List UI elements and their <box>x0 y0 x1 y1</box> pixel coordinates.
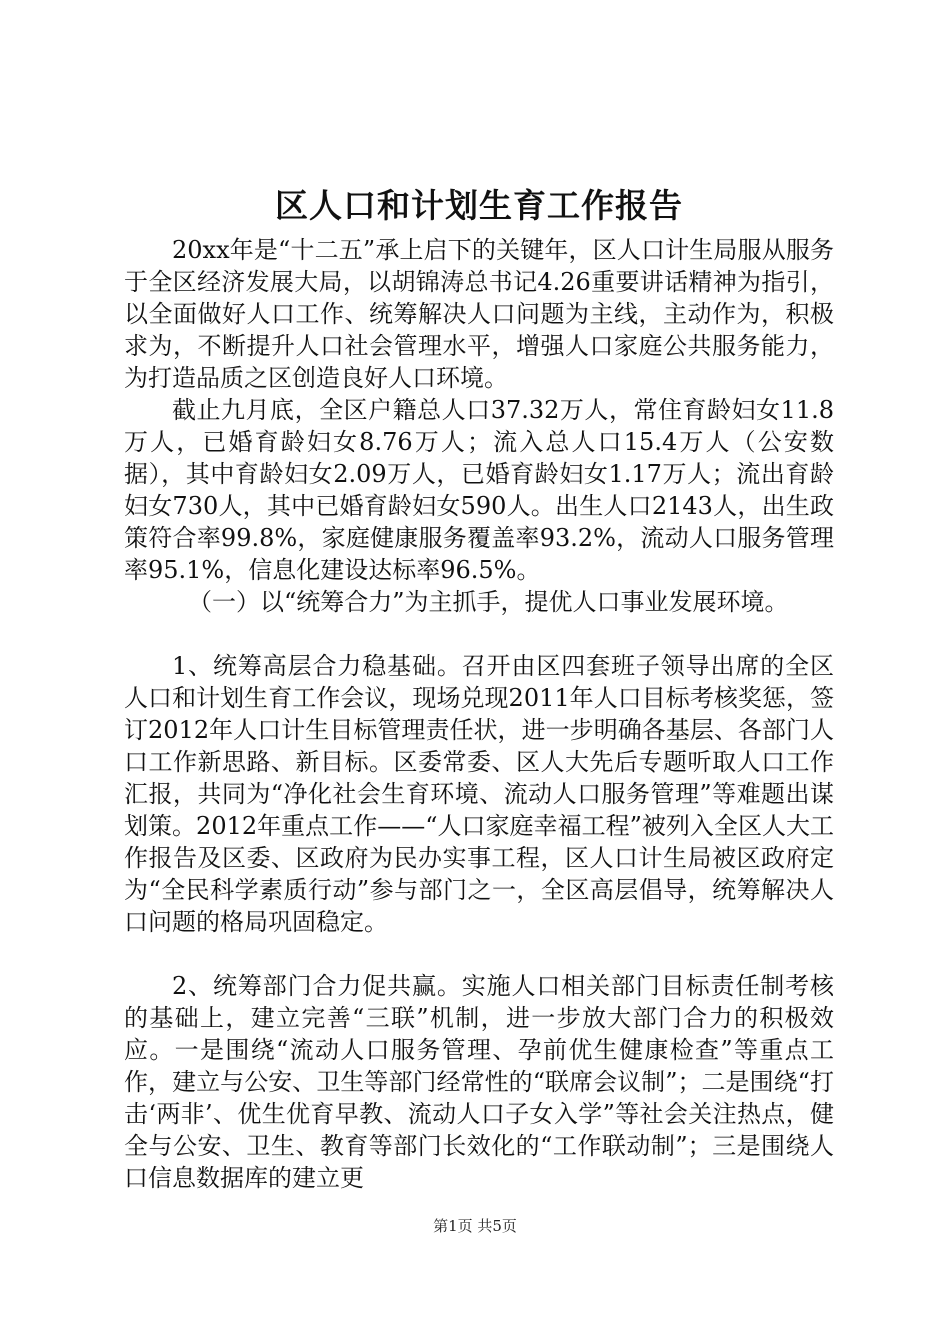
document-page <box>124 180 834 1194</box>
page-number: 第1页 共5页 <box>433 1217 517 1235</box>
paragraph-spacer <box>124 618 834 650</box>
paragraph-item-2: 2、统筹部门合力促共赢。实施人口相关部门目标责任制考核的基础上，建立完善“三联”机制，进一步放大部门合力的积极效应。一是围绕“流动人口服务管理、孕前优生健康检查”等重点工作，建立与公安、卫生等部门经常性的“联席会议制”；二是围绕“打击‘两非’、优生优育早教、流动人口子女入学”等社会关注热点，健全与公安、卫生、教育等部门长效化的“工作联动制”；三是围绕人口信息数据库的建立更 <box>124 972 834 1192</box>
paragraph-item-1: 1、统筹高层合力稳基础。召开由区四套班子领导出席的全区人口和计划生育工作会议，现场兑现2011年人口目标考核奖惩，签订2012年人口计生目标管理责任状，进一步明确各基层、各部门人口工作新思路、新目标。区委常委、区人大先后专题听取人口工作汇报，共同为“净化社会生育环境、流动人口服务管理”等难题出谋划策。2012年重点工作——“人口家庭幸福工程”被列入全区人大工作报告及区委、区政府为民办实事工程，区人口计生局被区政府定为“全民科学素质行动”参与部门之一，全区高层倡导，统筹解决人口问题的格局巩固稳定。 <box>124 652 834 936</box>
paragraph-spacer <box>124 938 834 970</box>
paragraph-intro: 20xx年是“十二五”承上启下的关键年，区人口计生局服从服务于全区经济发展大局，以胡锦涛总书记4.26重要讲话精神为指引，以全面做好人口工作、统筹解决人口问题为主线，主动作为，积极求为，不断提升人口社会管理水平，增强人口家庭公共服务能力，为打造品质之区创造良好人口环境。 <box>124 236 834 392</box>
document-title: 区人口和计划生育工作报告 <box>275 186 683 225</box>
paragraph-statistics: 截止九月底，全区户籍总人口37.32万人，常住育龄妇女11.8万人，已婚育龄妇女8.76万人；流入总人口15.4万人（公安数据），其中育龄妇女2.09万人，已婚育龄妇女1.17万人；流出育龄妇女730人，其中已婚育龄妇女590人。出生人口2143人，出生政策符合率99.8%，家庭健康服务覆盖率93.2%，流动人口服务管理率95.1%，信息化建设达标率96.5%。 <box>124 396 834 584</box>
section-heading-1: （一）以“统筹合力”为主抓手，提优人口事业发展环境。 <box>188 588 789 616</box>
